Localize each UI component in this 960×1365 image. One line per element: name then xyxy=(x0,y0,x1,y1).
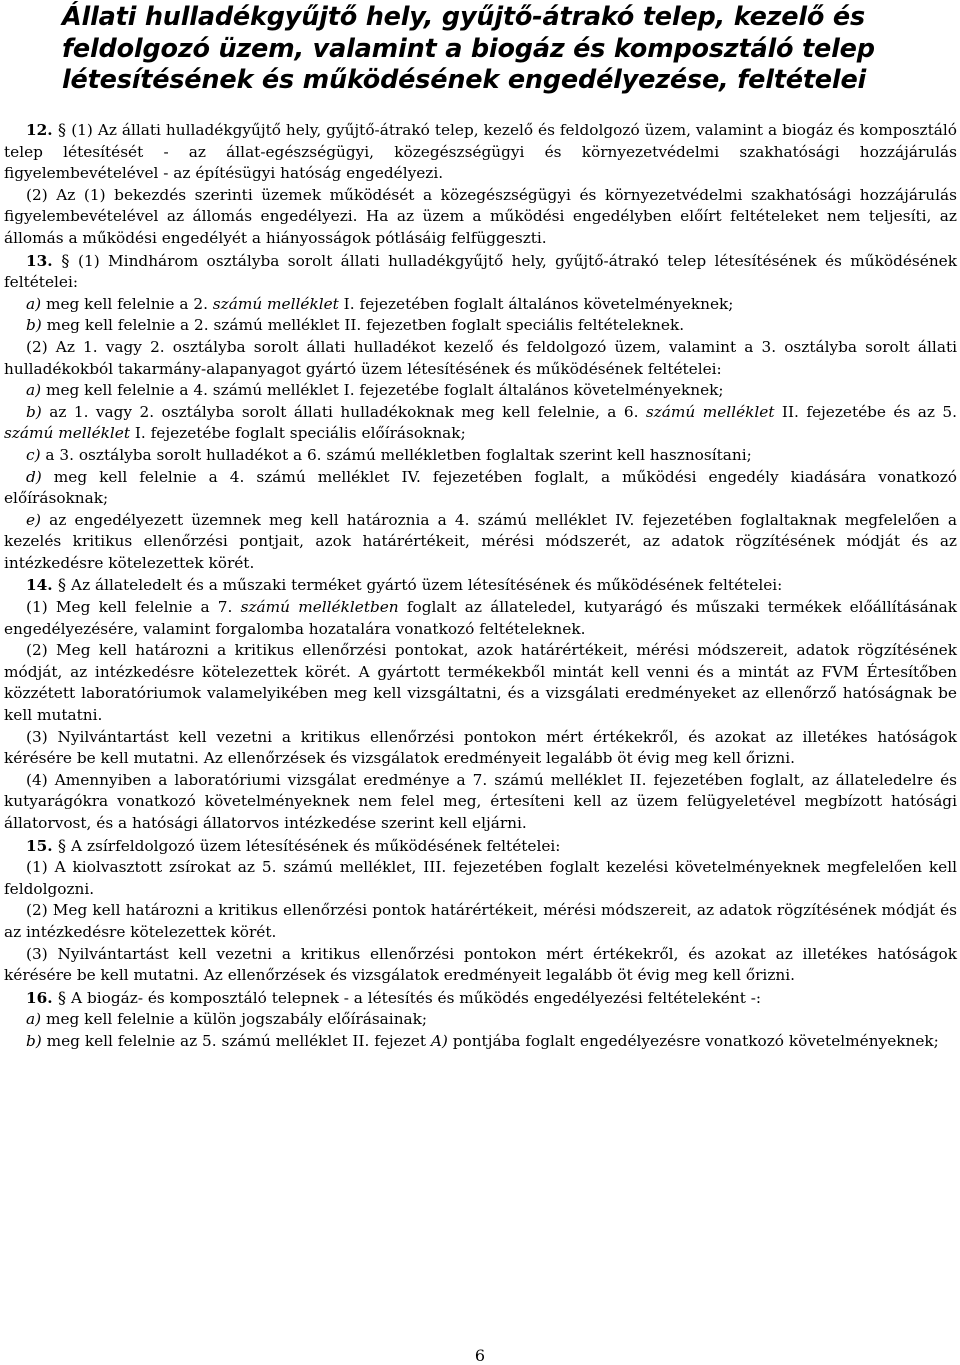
section-number: 13. xyxy=(26,251,62,270)
paragraph xyxy=(4,445,957,467)
page-number: 6 xyxy=(474,1346,486,1365)
section-number: 16. xyxy=(26,988,58,1007)
paragraph-text: (1) Meg kell felelnie a 7. számú mellékletben foglalt az állateledel, kutyarágó és műszaki termékek előállításának engedélyezésére, valamint forgalomba hozatalára vonatkozó feltételeknek. xyxy=(4,598,958,638)
section-number: 14. xyxy=(26,576,58,595)
paragraph xyxy=(4,1009,957,1031)
paragraph-text: (1) A kiolvasztott zsírokat az 5. számú melléklet, III. fejezetében foglalt kezelési követelményeknek megfelelően kell feldolgozni. xyxy=(4,858,957,898)
document-body xyxy=(4,119,957,1053)
paragraph xyxy=(4,900,957,943)
paragraph xyxy=(4,597,957,640)
paragraph-text: b) az 1. vagy 2. osztályba sorolt állati hulladékoknak meg kell felelnie, a 6. számú melléklet II. fejezetébe és az 5. számú melléklet I. fejezetébe foglalt speciális előírásoknak; xyxy=(4,402,957,443)
section-paragraph xyxy=(4,574,957,597)
title-line: Állati hulladékgyűjtő hely, gyűjtő-átrakó telep, kezelő és xyxy=(62,2,866,32)
section-mark: § xyxy=(57,987,72,1007)
title-line: létesítésének és működésének engedélyezése, feltételei xyxy=(62,65,867,95)
paragraph xyxy=(4,857,957,900)
section-mark: § xyxy=(61,250,78,270)
document-title xyxy=(0,0,942,97)
paragraph xyxy=(4,380,957,402)
paragraph-text: b) meg kell felelnie a 2. számú melléklet II. fejezetben foglalt speciális feltételeknek. xyxy=(26,316,685,335)
section-paragraph xyxy=(4,835,957,858)
paragraph-text: a) meg kell felelnie a külön jogszabály előírásainak; xyxy=(26,1010,428,1029)
section-paragraph xyxy=(4,987,957,1010)
paragraph-text: (1) Mindhárom osztályba sorolt állati hulladékgyűjtő hely, gyűjtő-átrakó telep létesítésének és működésének feltételei: xyxy=(4,251,957,292)
section-mark: § xyxy=(58,120,72,139)
paragraph-text: (2) Meg kell határozni a kritikus ellenőrzési pontok határértékeit, mérési módszereit, az adatok rögzítésének módját és az intézkedésre kötelezettek körét. xyxy=(4,901,957,941)
paragraph xyxy=(4,185,957,250)
paragraph xyxy=(4,315,957,337)
title-line: feldolgozó üzem, valamint a biogáz és komposztáló telep xyxy=(62,33,875,64)
paragraph-text: (2) Meg kell határozni a kritikus ellenőrzési pontokat, azok határértékeit, mérési módszereit, adatok rögzítésének módját, az intézkedésre kötelezettek körét. A gyártott termékekből mintát kell venni és a mintát az FVM Értesítőben közzétett laboratóriumok valamelyikében meg kell vizsgáltatni, és a vizsgálati eredményeket az ellenőrző hatóságnak be kell mutatni. xyxy=(4,641,957,725)
section-number: 12. xyxy=(26,121,59,139)
paragraph-text: b) meg kell felelnie az 5. számú melléklet II. fejezet A) pontjába foglalt engedélyezésre vonatkozó követelményeknek; xyxy=(26,1031,939,1050)
paragraph xyxy=(4,727,957,770)
paragraph-text: c) a 3. osztályba sorolt hulladékot a 6. számú mellékletben foglaltak szerint kell hasznosítani; xyxy=(26,445,752,464)
paragraph-text: (4) Amennyiben a laboratóriumi vizsgálat eredménye a 7. számú melléklet II. fejezetében foglalt, az állateledelre és kutyarágókra vonatkozó követelményeknek nem felel meg, értesíteni kell az üzem felügyeletével megbízott hatósági állatorvost, és a hatósági állatorvos intézkedése szerint kell eljárni. xyxy=(4,770,957,832)
section-mark: § xyxy=(57,575,72,595)
paragraph-text: A zsírfeldolgozó üzem létesítésének és működésének feltételei: xyxy=(71,836,561,855)
section-paragraph xyxy=(4,119,957,185)
paragraph xyxy=(4,640,957,726)
paragraph xyxy=(4,510,957,575)
paragraph-text: a) meg kell felelnie a 2. számú melléklet I. fejezetében foglalt általános követelményeknek; xyxy=(26,294,734,313)
paragraph-text: (2) Az 1. vagy 2. osztályba sorolt állati hulladékot kezelő és feldolgozó üzem, valamint a 3. osztályba sorolt állati hulladékokból takarmány-alapanyagot gyártó üzem létesítésének és működésének feltételei: xyxy=(4,337,957,378)
paragraph-text: Az állateledelt és a műszaki terméket gyártó üzem létesítésének és működésének feltételei: xyxy=(71,576,783,595)
paragraph-text: (3) Nyilvántartást kell vezetni a kritikus ellenőrzési pontokon mért értékekről, és azokat az illetékes hatóságok kérésére be kell mutatni. Az ellenőrzések és vizsgálatok eredményeit legalább öt évig meg kell őrizni. xyxy=(4,944,957,985)
paragraph-text: A biogáz- és komposztáló telepnek - a létesítés és működés engedélyezési feltételeként -: xyxy=(71,988,762,1007)
paragraph xyxy=(4,402,957,445)
paragraph-text: a) meg kell felelnie a 4. számú melléklet I. fejezetébe foglalt általános követelményeknek; xyxy=(26,381,724,400)
paragraph xyxy=(4,1031,957,1053)
section-mark: § xyxy=(57,835,72,855)
paragraph xyxy=(4,770,957,835)
paragraph-text: d) meg kell felelnie a 4. számú melléklet IV. fejezetében foglalt, a működési engedély kiadására vonatkozó előírásoknak; xyxy=(4,467,957,508)
paragraph-text: (3) Nyilvántartást kell vezetni a kritikus ellenőrzési pontokon mért értékekről, és azokat az illetékes hatóságok kérésére be kell mutatni. Az ellenőrzések és vizsgálatok eredményeit legalább öt évig meg kell őrizni. xyxy=(4,727,957,768)
section-paragraph xyxy=(4,250,957,294)
paragraph-text: (1) Az állati hulladékgyűjtő hely, gyűjtő-átrakó telep, kezelő és feldolgozó üzem, valamint a biogáz és komposztáló telep létesítését - az állat-egészségügyi, közegészségügyi és környezetvédelmi szakhatósági hozzájárulás figyelembevételével - az építésügyi hatóság engedélyezi. xyxy=(4,121,957,183)
paragraph xyxy=(4,294,957,316)
paragraph xyxy=(4,467,957,510)
section-number: 15. xyxy=(26,836,58,855)
paragraph-text: e) az engedélyezett üzemnek meg kell határoznia a 4. számú melléklet IV. fejezetében foglaltaknak megfelelően a kezelés kritikus ellenőrzési pontjait, azok határértékeit, mérési módszerét, az adatok rögzítésének módját és az intézkedésre kötelezettek körét. xyxy=(4,510,957,572)
paragraph xyxy=(4,944,957,987)
paragraph xyxy=(4,337,957,380)
paragraph-text: (2) Az (1) bekezdés szerinti üzemek működését a közegészségügyi és környezetvédelmi szakhatósági hozzájárulás figyelembevételével az állomás engedélyezi. Ha az üzem a működési engedélyben előírt feltételeket nem teljesíti, az állomás a működési engedélyét a hiányosságok pótlásáig felfüggeszti. xyxy=(4,185,957,247)
